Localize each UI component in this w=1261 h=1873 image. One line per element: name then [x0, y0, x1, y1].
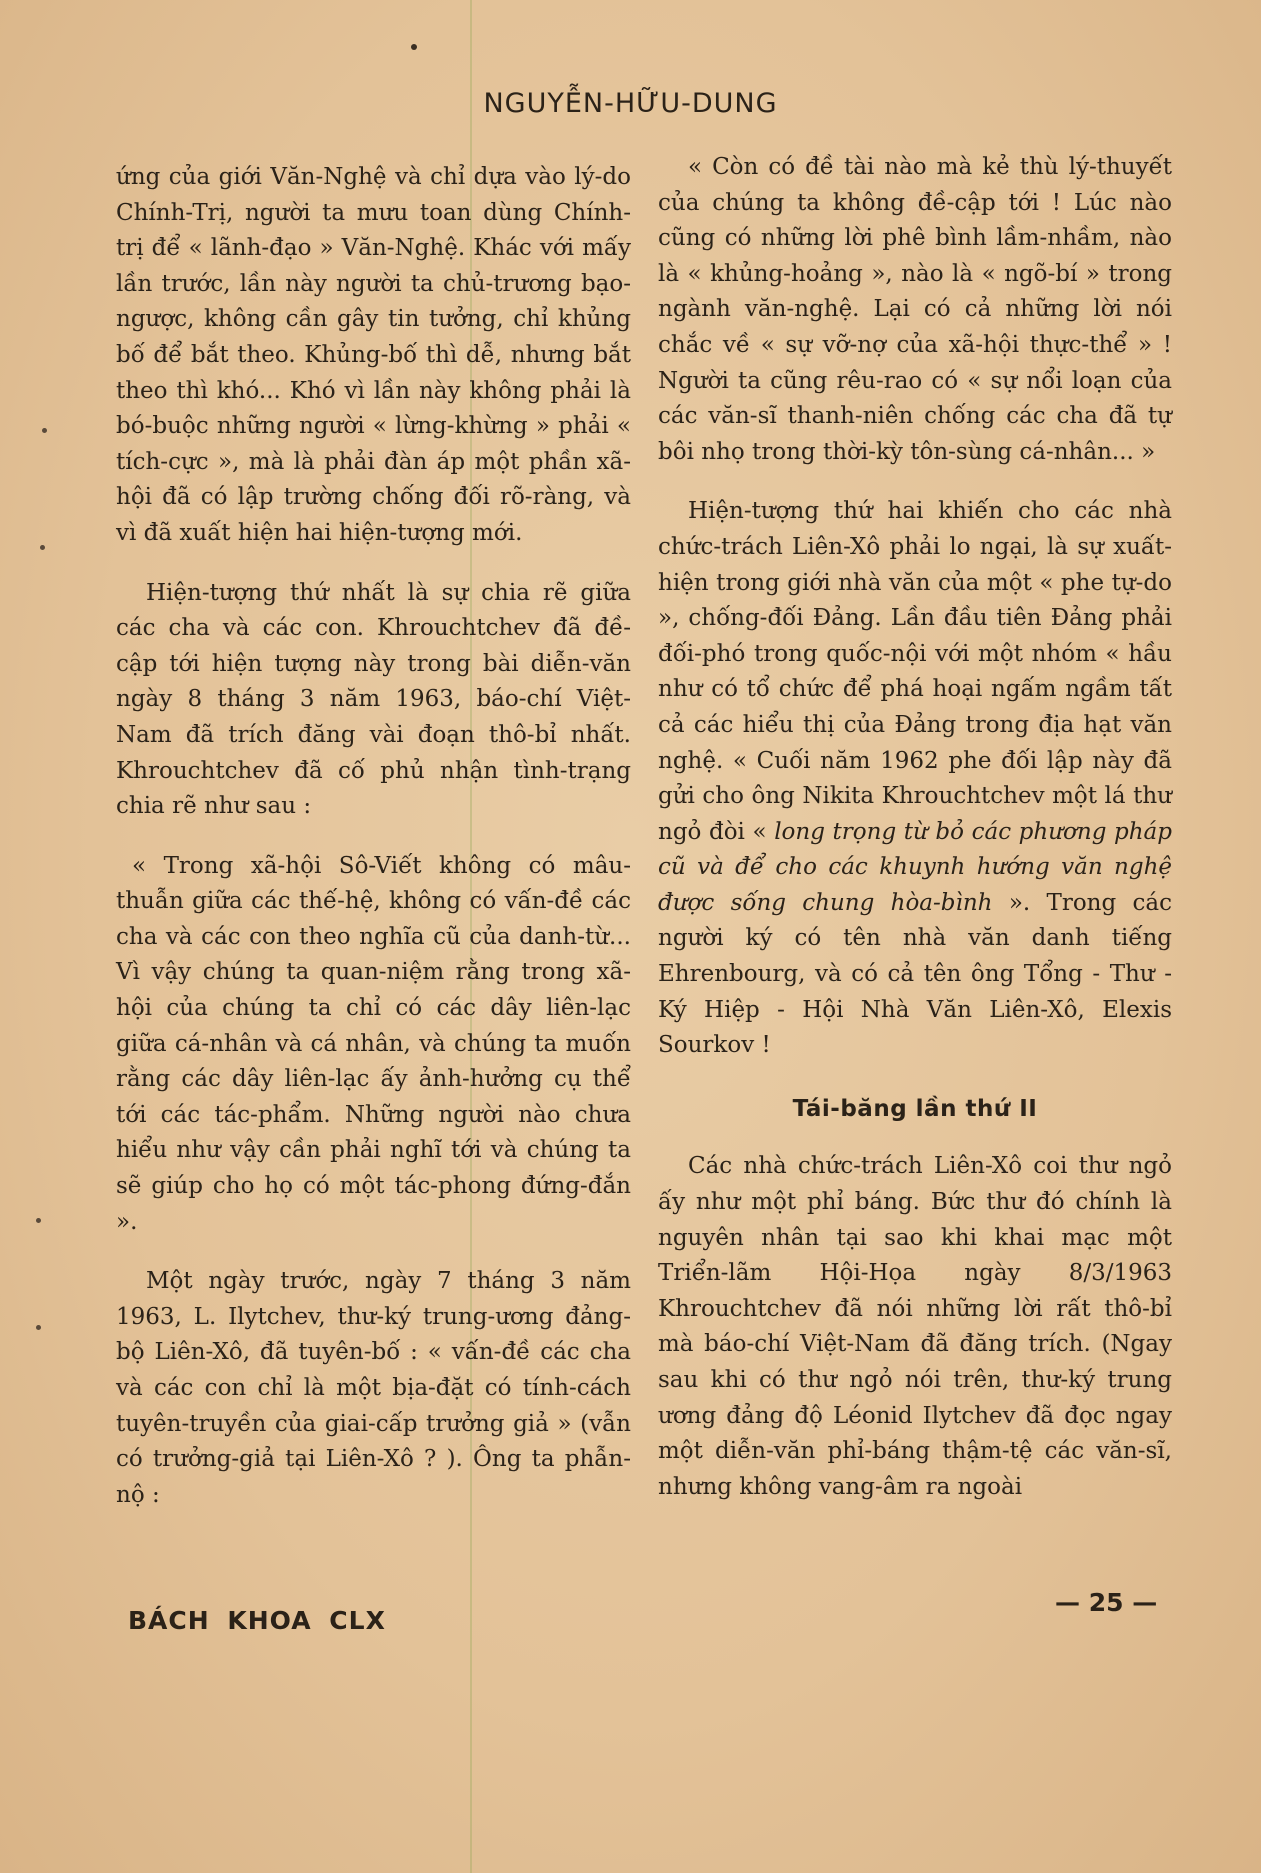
quotation-paragraph: « Trong xã-hội Sô-Viết không có mâu-thuẫn giữa các thế-hệ, không có vấn-đề các cha và các con theo nghĩa cũ của danh-từ... Vì vậy chúng ta quan-niệm rằng trong xã-hội của chúng ta chỉ có các dây liên-lạc giữa cá-nhân và cá nhân, và chúng ta muốn rằng các dây liên-lạc ấy ảnh-hưởng cụ thể tới các tác-phẩm. Những người nào chưa hiểu như vậy cần phải nghĩ tới và chúng ta sẽ giúp cho họ có một tác-phong đứng-đắn ».: [116, 852, 631, 1235]
publication-footer: BÁCH KHOA CLX: [128, 1606, 386, 1635]
paragraph: Hiện-tượng thứ nhất là sự chia rẽ giữa các cha và các con. Khrouchtchev đã đề-cập tới hiện tượng này trong bài diễn-văn ngày 8 tháng 3 năm 1963, báo-chí Việt-Nam đã trích đăng vài đoạn thô-bỉ nhất. Khrouchtchev đã cố phủ nhận tình-trạng chia rẽ như sau :: [116, 579, 631, 820]
paragraph: ứng của giới Văn-Nghệ và chỉ dựa vào lý-do Chính-Trị, người ta mưu toan dùng Chính-trị để « lãnh-đạo » Văn-Nghệ. Khác với mấy lần trước, lần này người ta chủ-trương bạo-ngược, không cần gây tin tưởng, chỉ khủng bố để bắt theo. Khủng-bố thì dễ, nhưng bắt theo thì khó... Khó vì lần này không phải là bó-buộc những người « lừng-khừng » phải « tích-cực », mà là phải đàn áp một phần xã-hội đã có lập trường chống đối rõ-ràng, và vì đã xuất hiện hai hiện-tượng mới.: [116, 164, 631, 546]
running-header-author: NGUYỄN-HỮU-DUNG: [483, 88, 778, 119]
paragraph-text: Hiện-tượng thứ hai khiến cho các nhà chức-trách Liên-Xô phải lo ngại, là sự xuất-hiện trong giới nhà văn của một « phe tự-do », chống-đối Đảng. Lần đầu tiên Đảng phải đối-phó trong quốc-nội với một nhóm « hầu như có tổ chức để phá hoại ngấm ngầm tất cả các hiểu thị của Đảng trong địa hạt văn nghệ. « Cuối năm 1962 phe đối lập này đã gửi cho ông Nikita Khrouchtchev một lá thư ngỏ đòi «: [658, 498, 1172, 845]
print-speck: [36, 1325, 41, 1330]
italic-quote: long trọng từ bỏ các phương pháp cũ và để cho các khuynh hướng văn nghệ được sống chung hòa-bình: [658, 818, 1172, 916]
print-speck: [40, 545, 45, 550]
print-speck: [36, 1218, 41, 1223]
quotation-paragraph: « Còn có đề tài nào mà kẻ thù lý-thuyết của chúng ta không đề-cập tới ! Lúc nào cũng có những lời phê bình lầm-nhầm, nào là « khủng-hoảng », nào là « ngõ-bí » trong ngành văn-nghệ. Lại có cả những lời nói chắc về « sự vỡ-nợ của xã-hội thực-thể » ! Người ta cũng rêu-rao có « sự nổi loạn của các văn-sĩ thanh-niên chống các cha đã tự bôi nhọ trong thời-kỳ tôn-sùng cá-nhân... »: [658, 154, 1172, 465]
section-heading: Tái-băng lần thứ II: [792, 1095, 1038, 1122]
print-speck: [42, 428, 47, 433]
paragraph: Các nhà chức-trách Liên-Xô coi thư ngỏ ấy như một phỉ báng. Bức thư đó chính là nguyên nhân tại sao khi khai mạc một Triển-lãm Hội-Họa ngày 8/3/1963 Khrouchtchev đã nói những lời rất thô-bỉ mà báo-chí Việt-Nam đã đăng trích. (Ngay sau khi có thư ngỏ nói trên, thư-ký trung ương đảng độ Léonid Ilytchev đã đọc ngay một diễn-văn phỉ-báng thậm-tệ các văn-sĩ, nhưng không vang-âm ra ngoài: [658, 1153, 1172, 1500]
paragraph-text: ». Trong các người ký có tên nhà văn danh tiếng Ehrenbourg, và có cả tên ông Tổng - Thư - Ký Hiệp - Hội Nhà Văn Liên-Xô, Elexis Sourkov !: [658, 889, 1173, 1059]
paragraph: Một ngày trước, ngày 7 tháng 3 năm 1963, L. Ilytchev, thư-ký trung-ương đảng-bộ Liên-Xô, đã tuyên-bố : « vấn-đề các cha và các con chỉ là một bịa-đặt có tính-cách tuyên-truyền của giai-cấp trưởng giả » (vẫn có trưởng-giả tại Liên-Xô ? ). Ông ta phẫn-nộ :: [116, 1268, 631, 1508]
print-speck: [411, 44, 417, 50]
right-column: [658, 150, 1172, 1529]
page-number: — 25 —: [1055, 1588, 1158, 1617]
left-column: [116, 160, 631, 1537]
paragraph: [658, 494, 1172, 1064]
